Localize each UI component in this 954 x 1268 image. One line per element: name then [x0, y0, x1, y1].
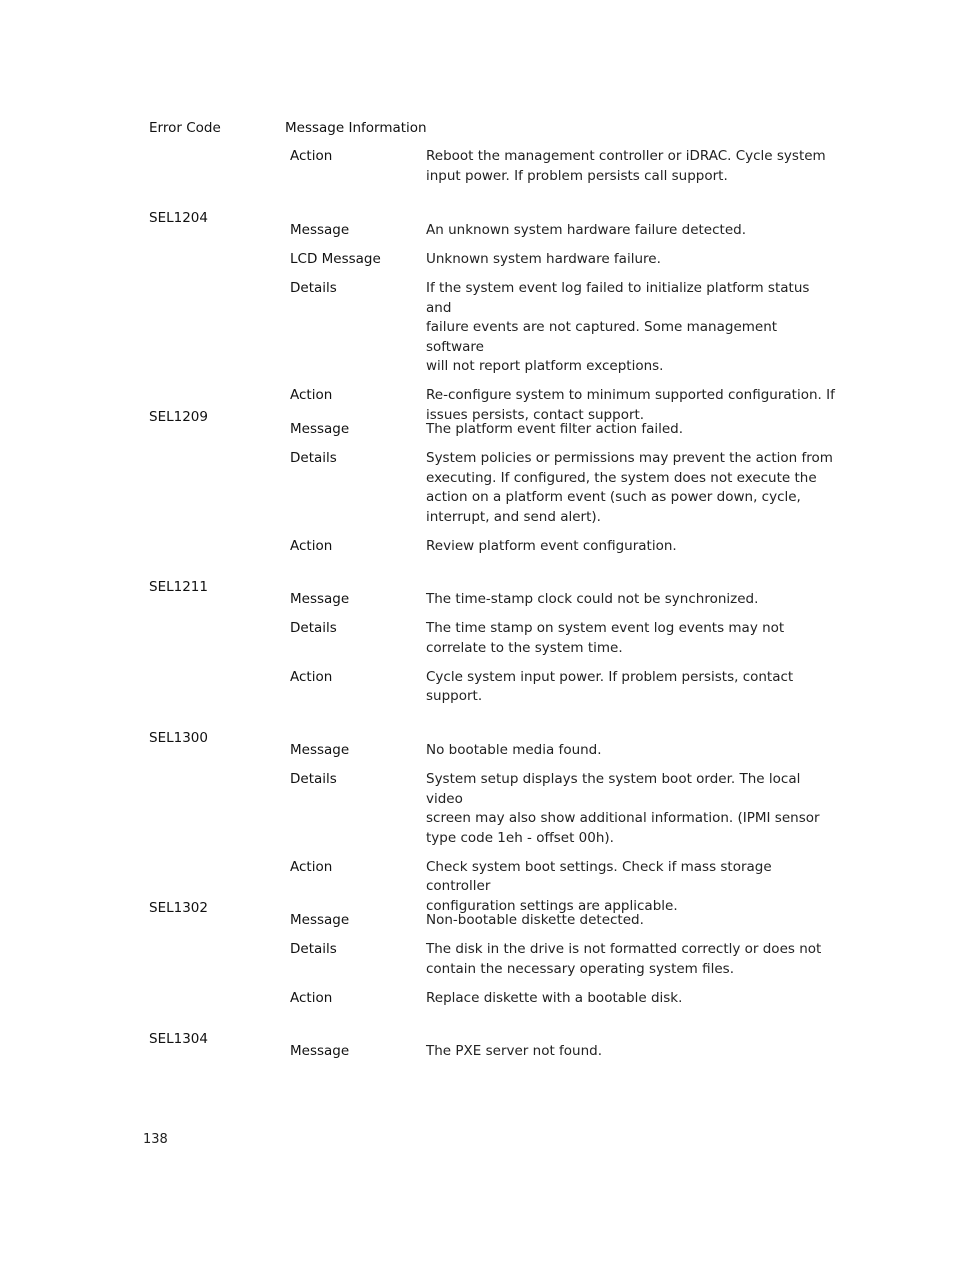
page-number: 138	[143, 1132, 168, 1147]
error-code: SEL1204	[149, 210, 208, 226]
message-info-rows	[290, 209, 849, 425]
info-row	[290, 250, 849, 270]
info-value: System setup displays the system boot order. The local video screen may also show additional information. (IPMI sensor type code 1eh - offset 00h).	[426, 771, 820, 846]
info-label: Action	[290, 148, 333, 164]
info-label: Message	[290, 912, 350, 928]
info-value: Non-bootable diskette detected.	[426, 912, 644, 928]
info-value: The time-stamp clock could not be synchronized.	[426, 591, 759, 607]
info-value: Unknown system hardware failure.	[426, 251, 661, 267]
info-value: Review platform event configuration.	[426, 537, 677, 554]
header-message-information: Message Information	[285, 120, 427, 136]
info-label: Message	[290, 742, 350, 758]
info-row	[290, 537, 849, 557]
info-label: Action	[290, 387, 333, 403]
info-label: Details	[290, 941, 337, 957]
info-value: The platform event filter action failed.	[426, 421, 684, 437]
info-value: Replace diskette with a bootable disk.	[426, 989, 683, 1006]
info-row	[290, 147, 849, 186]
error-entry	[149, 408, 849, 566]
message-info-rows	[290, 899, 849, 1008]
info-value: If the system event log failed to initialize platform status and failure events are not captured. Some management software will not report platform exceptions.	[426, 280, 810, 374]
info-row	[290, 279, 849, 377]
info-value: System policies or permissions may prevent the action from executing. If configured, the system does not execute the action on a platform event (such as power down, cycle, interrupt, and send alert).	[426, 450, 833, 525]
info-value: Re-configure system to minimum supported configuration. If issues persists, contact support.	[426, 387, 835, 423]
message-info-rows	[290, 578, 849, 707]
info-label: LCD Message	[290, 251, 381, 267]
info-value: The time stamp on system event log events may not correlate to the system time.	[426, 620, 785, 656]
error-code: SEL1304	[149, 1031, 208, 1047]
info-label: Action	[290, 858, 333, 875]
info-label: Details	[290, 450, 337, 466]
info-row	[290, 741, 849, 761]
info-row	[290, 770, 849, 848]
info-row	[290, 590, 849, 610]
info-row	[290, 989, 849, 1009]
info-label: Details	[290, 771, 337, 787]
message-info-rows	[290, 147, 849, 186]
info-row	[290, 449, 849, 527]
error-entry	[149, 729, 849, 926]
info-label: Message	[290, 591, 350, 607]
info-label: Action	[290, 537, 333, 554]
info-row	[290, 940, 849, 979]
info-value: An unknown system hardware failure detected.	[426, 222, 746, 238]
message-info-rows	[290, 1030, 849, 1062]
error-entry	[149, 147, 849, 196]
info-label: Details	[290, 620, 337, 636]
error-entry	[149, 578, 849, 716]
info-value: No bootable media found.	[426, 742, 602, 758]
error-entry	[149, 899, 849, 1018]
message-info-rows	[290, 408, 849, 556]
message-info-rows	[290, 729, 849, 916]
info-value: Reboot the management controller or iDRAC. Cycle system input power. If problem persists call support.	[426, 148, 826, 184]
info-row	[290, 420, 849, 440]
error-entry	[149, 1030, 849, 1071]
info-label: Message	[290, 222, 350, 238]
error-entry	[149, 209, 849, 435]
error-code: SEL1300	[149, 730, 208, 746]
info-row	[290, 221, 849, 241]
error-code: SEL1302	[149, 900, 208, 916]
info-row	[290, 911, 849, 931]
info-label: Message	[290, 421, 350, 437]
info-value: The disk in the drive is not formatted correctly or does not contain the necessary operating system files.	[426, 941, 822, 977]
info-row	[290, 619, 849, 658]
info-value: Check system boot settings. Check if mass storage controller configuration settings are applicable.	[426, 858, 772, 914]
info-value: Cycle system input power. If problem persists, contact support.	[426, 668, 794, 704]
info-value: The PXE server not found.	[426, 1043, 603, 1059]
info-label: Action	[290, 668, 333, 685]
error-code: SEL1211	[149, 579, 208, 595]
info-row	[290, 1042, 849, 1062]
info-label: Details	[290, 280, 337, 296]
info-label: Action	[290, 989, 333, 1006]
header-error-code: Error Code	[149, 120, 221, 136]
info-label: Message	[290, 1043, 350, 1059]
info-row	[290, 668, 849, 707]
error-code: SEL1209	[149, 409, 208, 425]
